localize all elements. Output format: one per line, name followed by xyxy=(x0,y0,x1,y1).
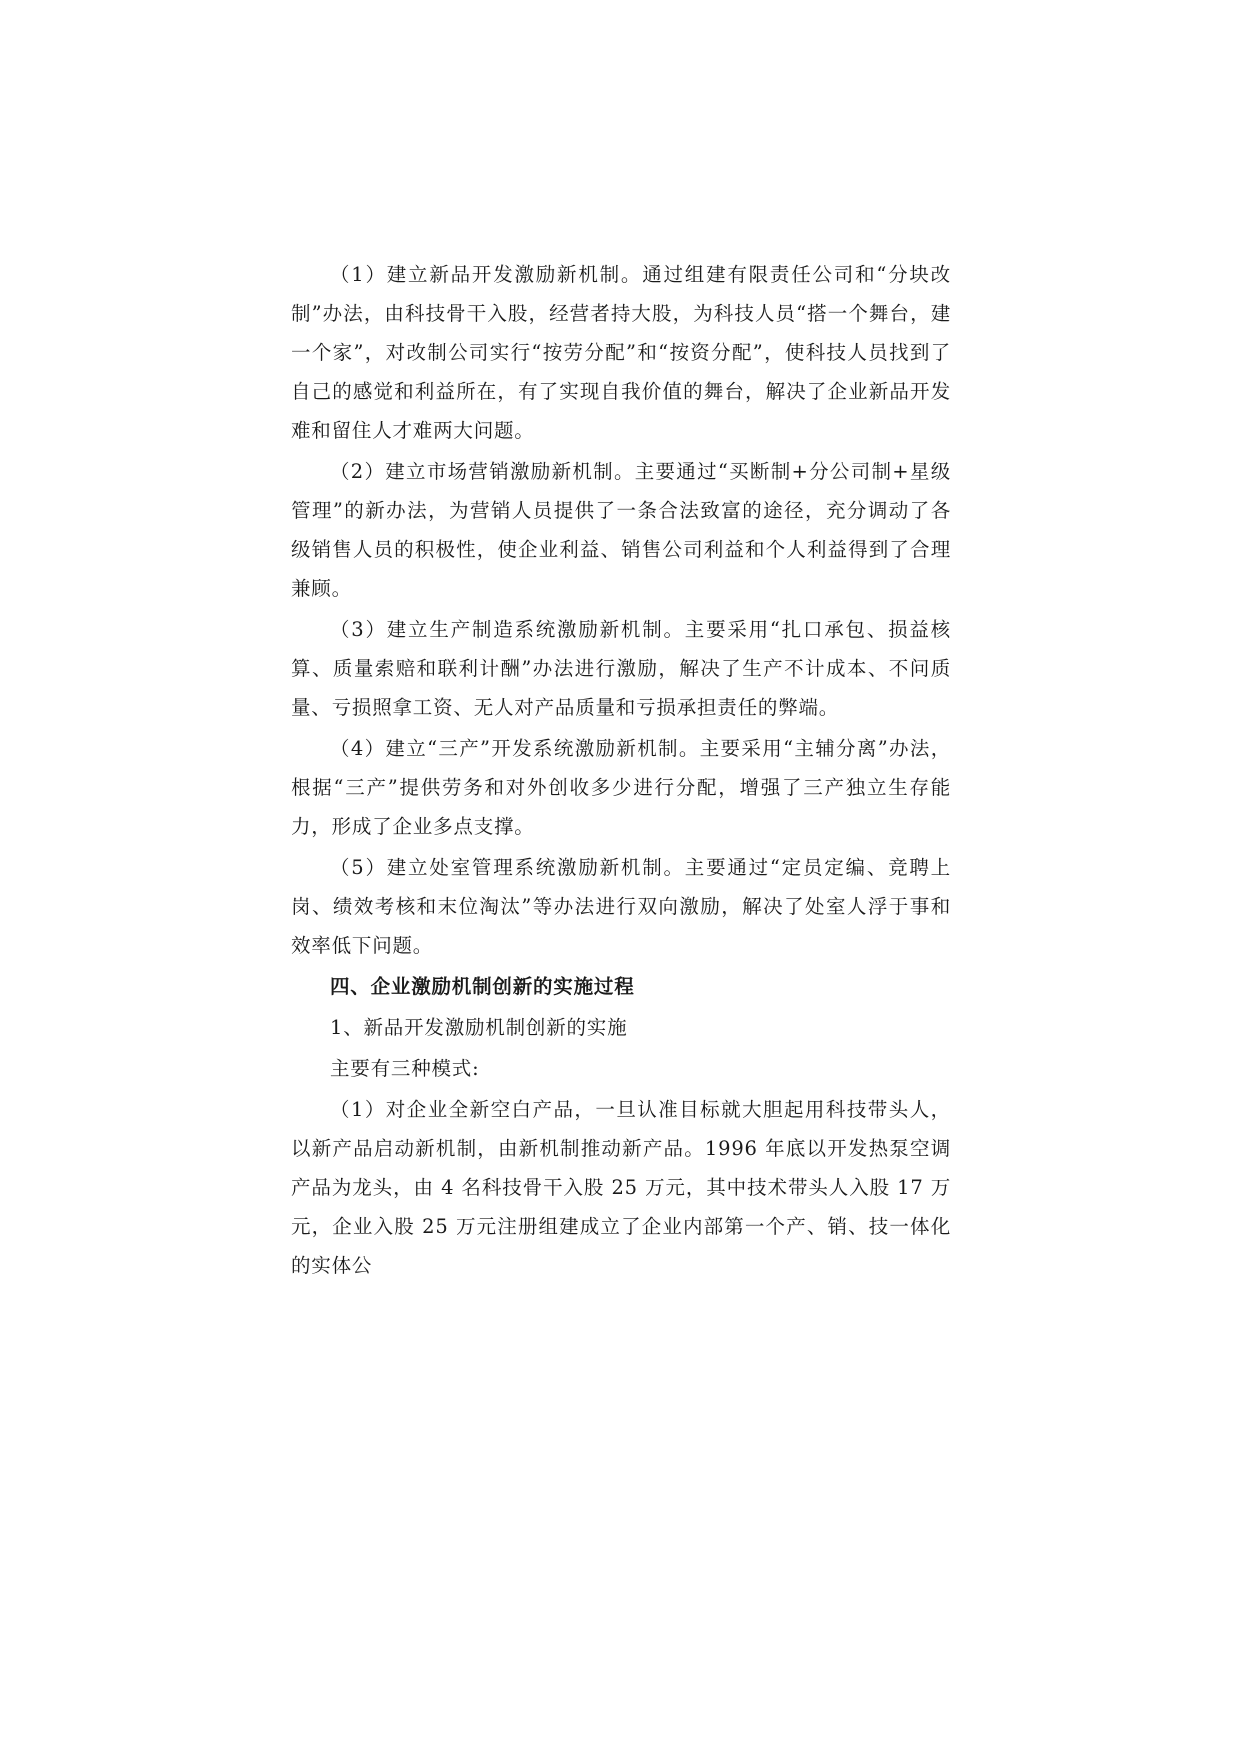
paragraph-mode-one: （1）对企业全新空白产品，一旦认准目标就大胆起用科技带头人，以新产品启动新机制，由新机制推动新产品。1996 年底以开发热泵空调产品为龙头，由 4 名科技骨干入股 25 万元，其中技术带头人入股 17 万元，企业入股 25 万元注册组建成立了企业内部第一个产、销、技一体化的实体公 xyxy=(291,1098,951,1277)
section-heading: 四、企业激励机制创新的实施过程 xyxy=(330,975,635,998)
paragraph-new-product-incentive: （1）建立新品开发激励新机制。通过组建有限责任公司和“分块改制”办法，由科技骨干入股，经营者持大股，为科技人员“搭一个舞台，建一个家”，对改制公司实行“按劳分配”和“按资分配”，使科技人员找到了自己的感觉和利益所在，有了实现自我价值的舞台，解决了企业新品开发难和留住人才难两大问题。 xyxy=(291,263,951,442)
paragraph-tertiary-incentive: （4）建立“三产”开发系统激励新机制。主要采用“主辅分离”办法，根据“三产”提供劳务和对外创收多少进行分配，增强了三产独立生存能力，形成了企业多点支撑。 xyxy=(291,737,951,838)
paragraph-office-incentive: （5）建立处室管理系统激励新机制。主要通过“定员定编、竞聘上岗、绩效考核和末位淘汰”等办法进行双向激励，解决了处室人浮于事和效率低下问题。 xyxy=(291,856,951,957)
document-page xyxy=(291,255,951,1287)
subsection-title: 1、新品开发激励机制创新的实施 xyxy=(330,1016,628,1039)
paragraph-production-incentive: （3）建立生产制造系统激励新机制。主要采用“扎口承包、损益核算、质量索赔和联利计酬”办法进行激励，解决了生产不计成本、不问质量、亏损照拿工资、无人对产品质量和亏损承担责任的弊端。 xyxy=(291,618,951,719)
paragraph-marketing-incentive: （2）建立市场营销激励新机制。主要通过“买断制+分公司制+星级管理”的新办法，为营销人员提供了一条合法致富的途径，充分调动了各级销售人员的积极性，使企业利益、销售公司利益和个人利益得到了合理兼顾。 xyxy=(291,460,951,600)
modes-intro: 主要有三种模式: xyxy=(330,1057,480,1080)
